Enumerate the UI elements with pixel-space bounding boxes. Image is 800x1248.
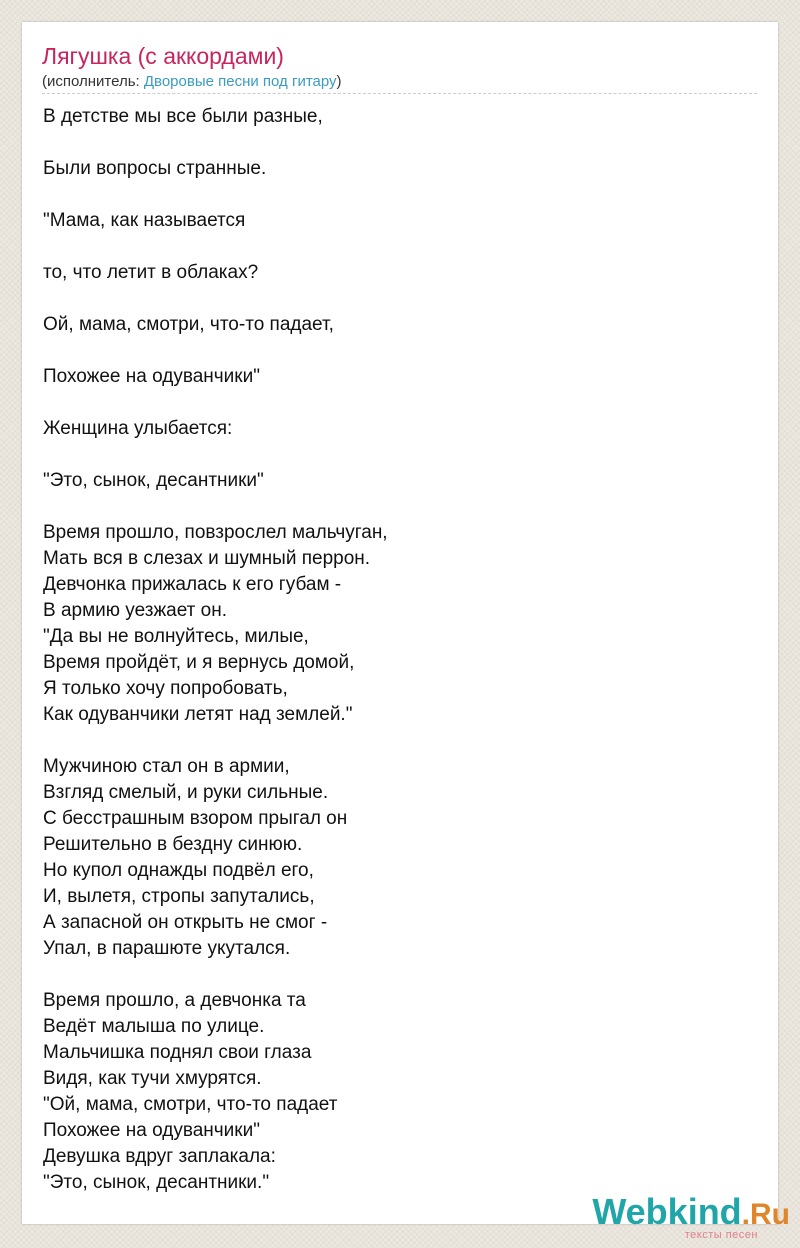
lyric-line: Время прошло, а девчонка та xyxy=(43,990,306,1011)
lyric-line: Решительно в бездну синюю. xyxy=(43,834,303,855)
lyric-line: Девушка вдруг заплакала: xyxy=(43,1146,276,1167)
lyric-line: Время пройдёт, и я вернусь домой, xyxy=(43,652,355,673)
lyric-line: Мужчиною стал он в армии, xyxy=(43,756,290,777)
stanza-gap xyxy=(43,728,743,754)
header-divider xyxy=(42,93,757,94)
lyric-line: Ведёт малыша по улице. xyxy=(43,1016,265,1037)
stanza-gap xyxy=(43,182,743,208)
stanza-gap xyxy=(43,494,743,520)
lyrics-card xyxy=(22,22,778,1224)
logo-tagline: тексты песен xyxy=(684,1229,758,1241)
lyric-line: Время прошло, повзрослел мальчуган, xyxy=(43,522,388,543)
stanza-gap xyxy=(43,234,743,260)
lyric-line: Я только хочу попробовать, xyxy=(43,678,288,699)
lyric-line: Мать вся в слезах и шумный перрон. xyxy=(43,548,371,569)
lyric-line: Видя, как тучи хмурятся. xyxy=(43,1068,262,1089)
lyric-line: И, вылетя, стропы запутались, xyxy=(43,886,315,907)
lyric-line: "Ой, мама, смотри, что-то падает xyxy=(43,1094,338,1115)
lyric-line: "Мама, как называется xyxy=(43,210,246,231)
lyric-line: Девчонка прижалась к его губам - xyxy=(43,574,342,595)
stanza-gap xyxy=(43,442,743,468)
lyric-line: Но купол однажды подвёл его, xyxy=(43,860,314,881)
stanza-gap xyxy=(43,338,743,364)
lyric-line: В детстве мы все были разные, xyxy=(43,106,323,127)
lyric-line: Взгляд смелый, и руки сильные. xyxy=(43,782,329,803)
song-title: Лягушка (с аккордами) xyxy=(42,43,284,69)
lyric-line: "Да вы не волнуйтесь, милые, xyxy=(43,626,309,647)
lyric-line: С бесстрашным взором прыгал он xyxy=(43,808,348,829)
logo-word: Webkind xyxy=(592,1191,742,1232)
lyric-line: А запасной он открыть не смог - xyxy=(43,912,328,933)
lyric-line: Женщина улыбается: xyxy=(43,418,233,439)
lyric-line: Похожее на одуванчики" xyxy=(43,366,260,387)
lyric-line: "Это, сынок, десантники." xyxy=(43,1172,270,1193)
lyric-line: В армию уезжает он. xyxy=(43,600,227,621)
lyrics-body xyxy=(43,104,743,1196)
stanza-gap xyxy=(43,286,743,312)
logo-tld: .Ru xyxy=(741,1198,790,1231)
lyric-line: "Это, сынок, десантники" xyxy=(43,470,264,491)
lyric-line: Как одуванчики летят над землей." xyxy=(43,704,353,725)
lyric-line: Похожее на одуванчики" xyxy=(43,1120,260,1141)
artist-link[interactable]: Дворовые песни под гитару xyxy=(143,73,337,90)
stanza-gap xyxy=(43,962,743,988)
lyric-line: Упал, в парашюте укутался. xyxy=(43,938,291,959)
stanza-gap xyxy=(43,130,743,156)
artist-line xyxy=(42,72,342,92)
lyric-line: Были вопросы странные. xyxy=(43,158,267,179)
lyric-line: Ой, мама, смотри, что-то падает, xyxy=(43,314,334,335)
stanza-gap xyxy=(43,390,743,416)
artist-suffix: ) xyxy=(336,73,342,90)
lyric-line: то, что летит в облаках? xyxy=(43,262,259,283)
lyric-line: Мальчишка поднял свои глаза xyxy=(43,1042,312,1063)
webkind-logo[interactable] xyxy=(594,1192,794,1244)
artist-prefix: (исполнитель: xyxy=(42,73,144,90)
